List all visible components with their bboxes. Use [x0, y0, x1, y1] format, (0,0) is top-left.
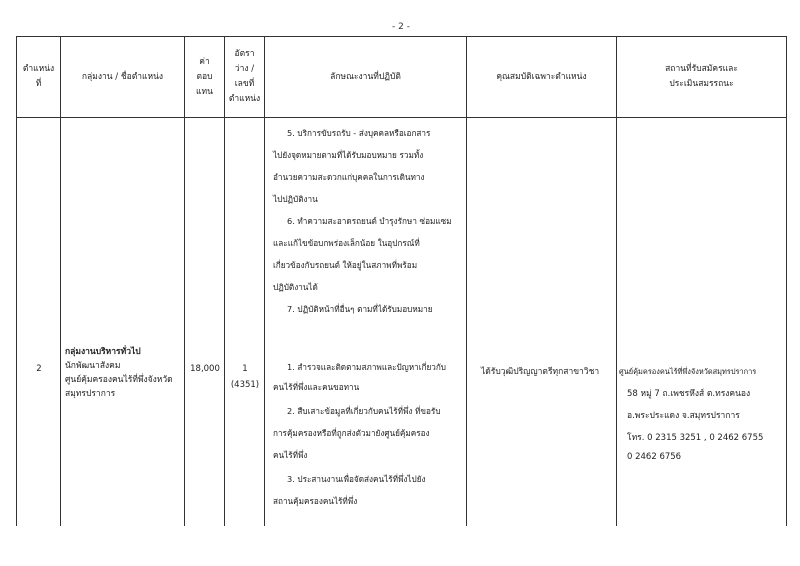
header-position-no	[17, 37, 61, 118]
location-line: ศูนย์คุ้มครองคนไร้ที่พึ่งจังหวัดสมุทรปราการ	[619, 367, 757, 376]
duty-line: คนไร้ที่พึ่งและคนขอทาน	[273, 382, 360, 392]
location-line: โทร. 0 2315 3251 , 0 2462 6755	[627, 433, 764, 443]
header-vacancy-line: เลขที่	[234, 79, 255, 89]
duty-line: และแก้ไขข้อบกพร่องเล็กน้อย ในอุปกรณ์ที่	[273, 238, 420, 248]
duty-line: การคุ้มครองหรือที่ถูกส่งตัวมายังศูนย์คุ้มครอง	[273, 428, 430, 438]
header-vacancy	[225, 37, 265, 118]
duty-line: ไปปฏิบัติงาน	[273, 194, 318, 204]
qualification-text: ได้รับวุฒิปริญญาตรีทุกสาขาวิชา	[481, 367, 600, 377]
header-salary	[185, 37, 225, 118]
duty-line: 7. ปฏิบัติหน้าที่อื่นๆ ตามที่ได้รับมอบหมาย	[287, 304, 433, 314]
location-line: 0 2462 6756	[627, 452, 682, 462]
cell-qualifications	[467, 118, 617, 527]
duty-line: เกี่ยวข้องกับรถยนต์ ให้อยู่ในสภาพที่พร้อม	[273, 260, 418, 270]
vacancy-id: (4351)	[230, 380, 260, 390]
duty-line: สถานคุ้มครองคนไร้ที่พึ่ง	[273, 496, 358, 506]
header-qualifications: คุณสมบัติเฉพาะตำแหน่ง	[467, 37, 617, 118]
position-number: 2	[36, 364, 42, 374]
vacancy-count: 1	[242, 364, 248, 374]
cell-duties	[265, 118, 467, 527]
header-salary-line: ค่า	[199, 56, 210, 67]
cell-position	[61, 118, 185, 527]
cell-salary	[185, 118, 225, 527]
location-line: อ.พระประแดง จ.สมุทรปราการ	[627, 411, 740, 421]
duty-line: 6. ทำความสะอาดรถยนต์ บำรุงรักษา ซ่อมแซม	[287, 216, 452, 226]
position-title: นักพัฒนาสังคม	[65, 361, 121, 371]
duty-line: 3. ประสานงานเพื่อจัดส่งคนไร้ที่พึ่งไปยัง	[287, 474, 426, 484]
duty-line: ไปยังจุดหมายตามที่ได้รับมอบหมาย รวมทั้ง	[273, 150, 424, 160]
salary-value: 18,000	[190, 364, 220, 374]
table-row	[17, 118, 787, 527]
duty-line: 1. สำรวจและติดตามสภาพและปัญหาเกี่ยวกับ	[287, 362, 446, 372]
duty-line: อำนวยความสะดวกแก่บุคคลในการเดินทาง	[273, 172, 425, 182]
header-position-no-line: ที่	[35, 79, 42, 89]
header-salary-line: ตอบ	[196, 71, 213, 82]
position-office: ศูนย์คุ้มครองคนไร้ที่พึ่งจังหวัด	[65, 375, 173, 385]
header-position-no-line: ตำแหน่ง	[22, 64, 55, 74]
page-number: - 2 -	[392, 22, 410, 32]
duty-line: 2. สืบเสาะข้อมูลที่เกี่ยวกับคนไร้ที่พึ่ง ที่ขอรับ	[287, 406, 441, 416]
header-vacancy-line: ว่าง /	[234, 64, 255, 74]
position-table	[16, 36, 787, 526]
header-vacancy-line: อัตรา	[234, 49, 255, 59]
duty-line: ปฏิบัติงานได้	[273, 282, 318, 292]
duty-line: 5. บริการขับรถรับ - ส่งบุคคลหรือเอกสาร	[287, 128, 431, 138]
header-location-line: ประเมินสมรรถนะ	[669, 79, 734, 89]
header-row	[17, 37, 787, 118]
header-location	[617, 37, 787, 118]
duty-line: คนไร้ที่พึ่ง	[273, 450, 308, 460]
header-salary-line: แทน	[196, 86, 213, 97]
header-duties: ลักษณะงานที่ปฏิบัติ	[265, 37, 467, 118]
position-province: สมุทรปราการ	[65, 389, 116, 399]
header-group-title: กลุ่มงาน / ชื่อตำแหน่ง	[61, 37, 185, 118]
cell-position-no	[17, 118, 61, 527]
cell-vacancy	[225, 118, 265, 527]
location-line: 58 หมู่ 7 ถ.เพชรหึงส์ ต.ทรงคนอง	[627, 389, 751, 399]
header-location-line: สถานที่รับสมัครและ	[665, 64, 738, 74]
header-vacancy-line: ตำแหน่ง	[228, 94, 261, 104]
cell-location	[617, 118, 787, 527]
group-name: กลุ่มงานบริหารทั่วไป	[65, 347, 141, 357]
